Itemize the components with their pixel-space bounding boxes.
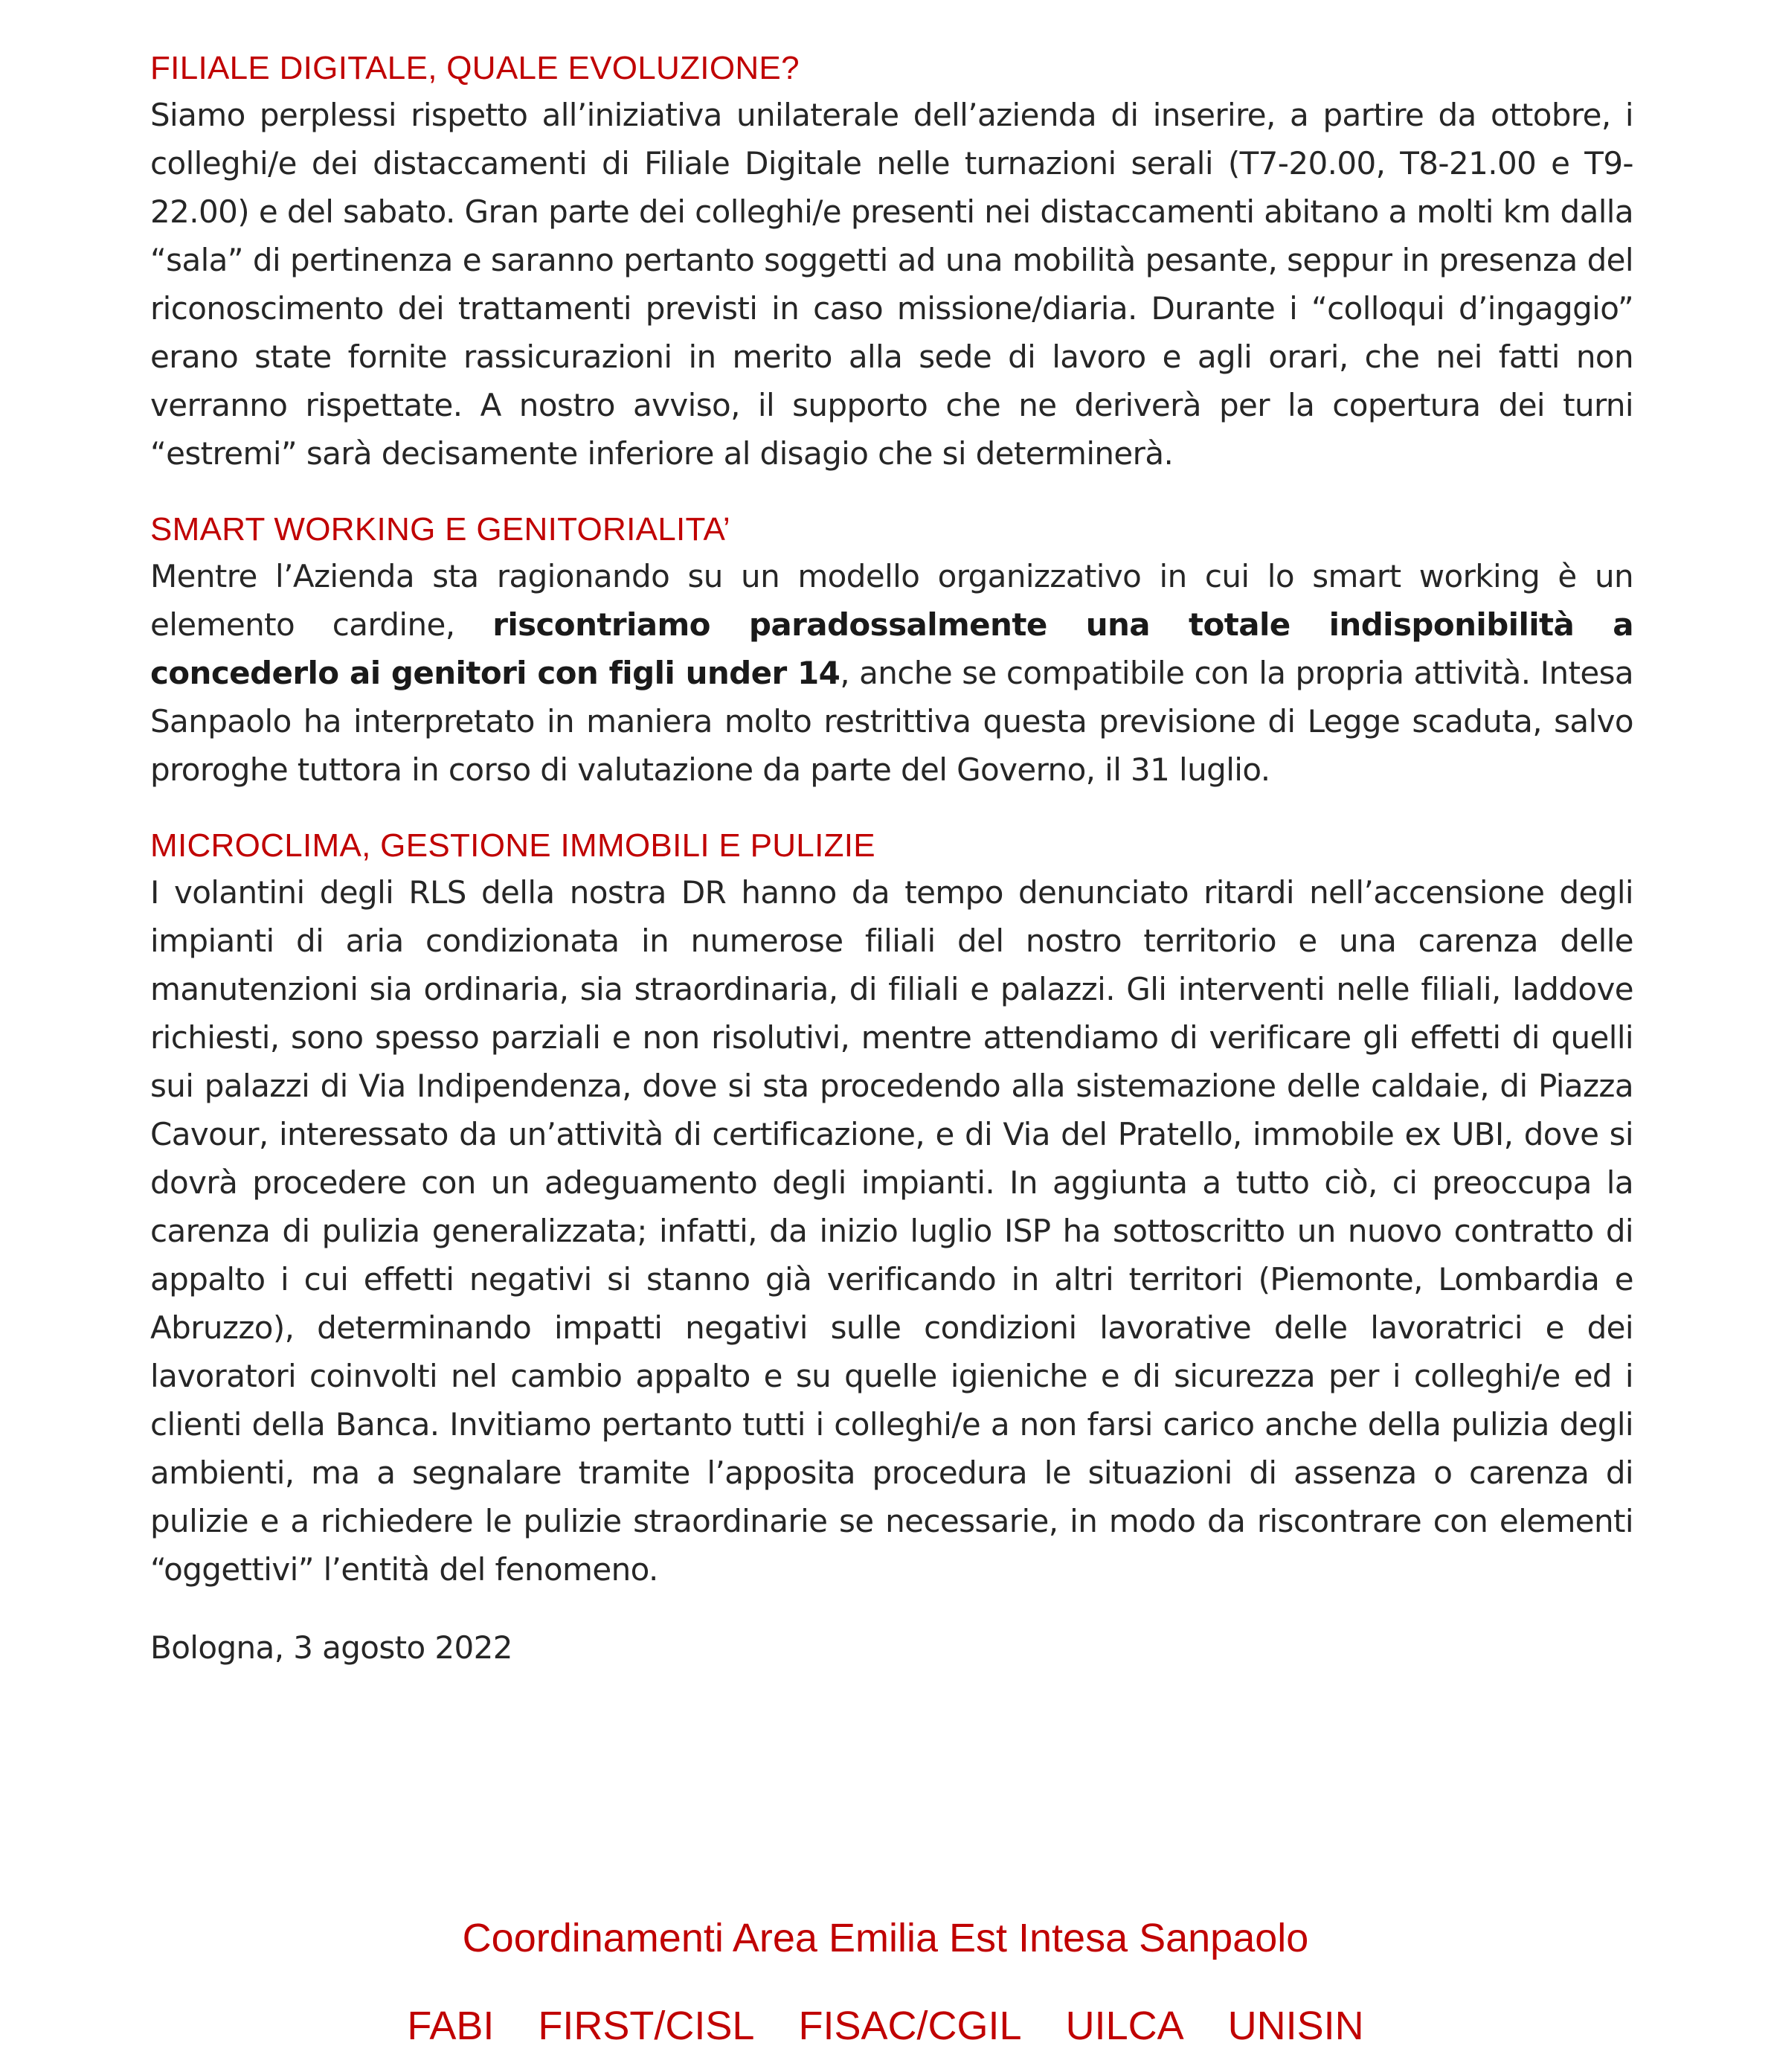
section-paragraph: I volantini degli RLS della nostra DR hanno da tempo denunciato ritardi nell’accensione degli impianti di aria condizionata in numerose filiali del nostro territorio e una carenza delle manutenzioni sia ordinaria, sia straordinaria, di filiali e palazzi. Gli interventi nelle filiali, laddove richiesti, sono spesso parziali e non risolutivi, mentre attendiamo di verificare gli effetti di quelli sui palazzi di Via Indipendenza, dove si sta procedendo alla sistemazione delle caldaie, di Piazza Cavour, interessato da un’attività di certificazione, e di Via del Pratello, immobile ex UBI, dove si dovrà procedere con un adeguamento degli impianti. In aggiunta a tutto ciò, ci preoccupa la carenza di pulizia generalizzata; infatti, da inizio luglio ISP ha sottoscritto un nuovo contratto di appalto i cui effetti negativi si stanno già verificando in altri territori (Piemonte, Lombardia e Abruzzo), determinando impatti negativi sulle condizioni lavorative delle lavoratrici e dei lavoratori coinvolti nel cambio appalto e su quelle igieniche e di sicurezza per i colleghi/e ed i clienti della Banca. Invitiamo pertanto tutti i colleghi/e a non farsi carico anche della pulizia degli ambienti, ma a segnalare tramite l’apposita procedura le situazioni di assenza o carenza di pulizie e a richiedere le pulizie straordinarie se necessarie, in modo da riscontrare con elementi “oggettivi” l’entità del fenomeno. (150, 874, 1633, 1588)
section-paragraph (150, 552, 1633, 794)
footer-coordination: Coordinamenti Area Emilia Est Intesa Sanpaolo (462, 1916, 1309, 1960)
union-name: UILCA (1065, 2004, 1184, 2048)
section-heading: MICROCLIMA, GESTIONE IMMOBILI E PULIZIE (150, 827, 875, 864)
paragraph-text: , anche se compatibile con la propria attività. Intesa Sanpaolo ha interpretato in maniera molto restrittiva questa previsione di Legge scaduta, salvo proroghe tuttora in corso di valutazione da parte del Governo, il 31 luglio. (150, 655, 1633, 788)
section-microclima (150, 824, 1633, 1594)
union-name: UNISIN (1227, 2004, 1364, 2048)
document-date: Bologna, 3 agosto 2022 (150, 1629, 512, 1666)
document-page (150, 46, 1633, 1672)
section-heading: FILIALE DIGITALE, QUALE EVOLUZIONE? (150, 50, 800, 86)
section-heading: SMART WORKING E GENITORIALITA’ (150, 511, 730, 548)
section-filiale-digitale (150, 46, 1633, 478)
union-name: FISAC/CGIL (798, 2004, 1022, 2048)
footer-unions (0, 2000, 1771, 2052)
union-name: FABI (407, 2004, 495, 2048)
section-paragraph: Siamo perplessi rispetto all’iniziativa unilaterale dell’azienda di inserire, a partire da ottobre, i colleghi/e dei distaccamenti di Filiale Digitale nelle turnazioni serali (T7-20.00, T8-21.00 e T9-22.00) e del sabato. Gran parte dei colleghi/e presenti nei distaccamenti abitano a molti km dalla “sala” di pertinenza e saranno pertanto soggetti ad una mobilità pesante, seppur in presenza del riconoscimento dei trattamenti previsti in caso missione/diaria. Durante i “colloqui d’ingaggio” erano state fornite rassicurazioni in merito alla sede di lavoro e agli orari, che nei fatti non verranno rispettate. A nostro avviso, il supporto che ne deriverà per la copertura dei turni “estremi” sarà decisamente inferiore al disagio che si determinerà. (150, 97, 1633, 472)
section-smart-working (150, 507, 1633, 794)
paragraph-bold-text: riscontriamo paradossalmente una totale indisponibilità a concederlo ai genitori con figli under 14 (150, 606, 1633, 691)
union-name: FIRST/CISL (538, 2004, 755, 2048)
paragraph-text: Mentre l’Azienda sta ragionando su un modello organizzativo in cui lo smart working è un elemento cardine, (150, 558, 1633, 643)
